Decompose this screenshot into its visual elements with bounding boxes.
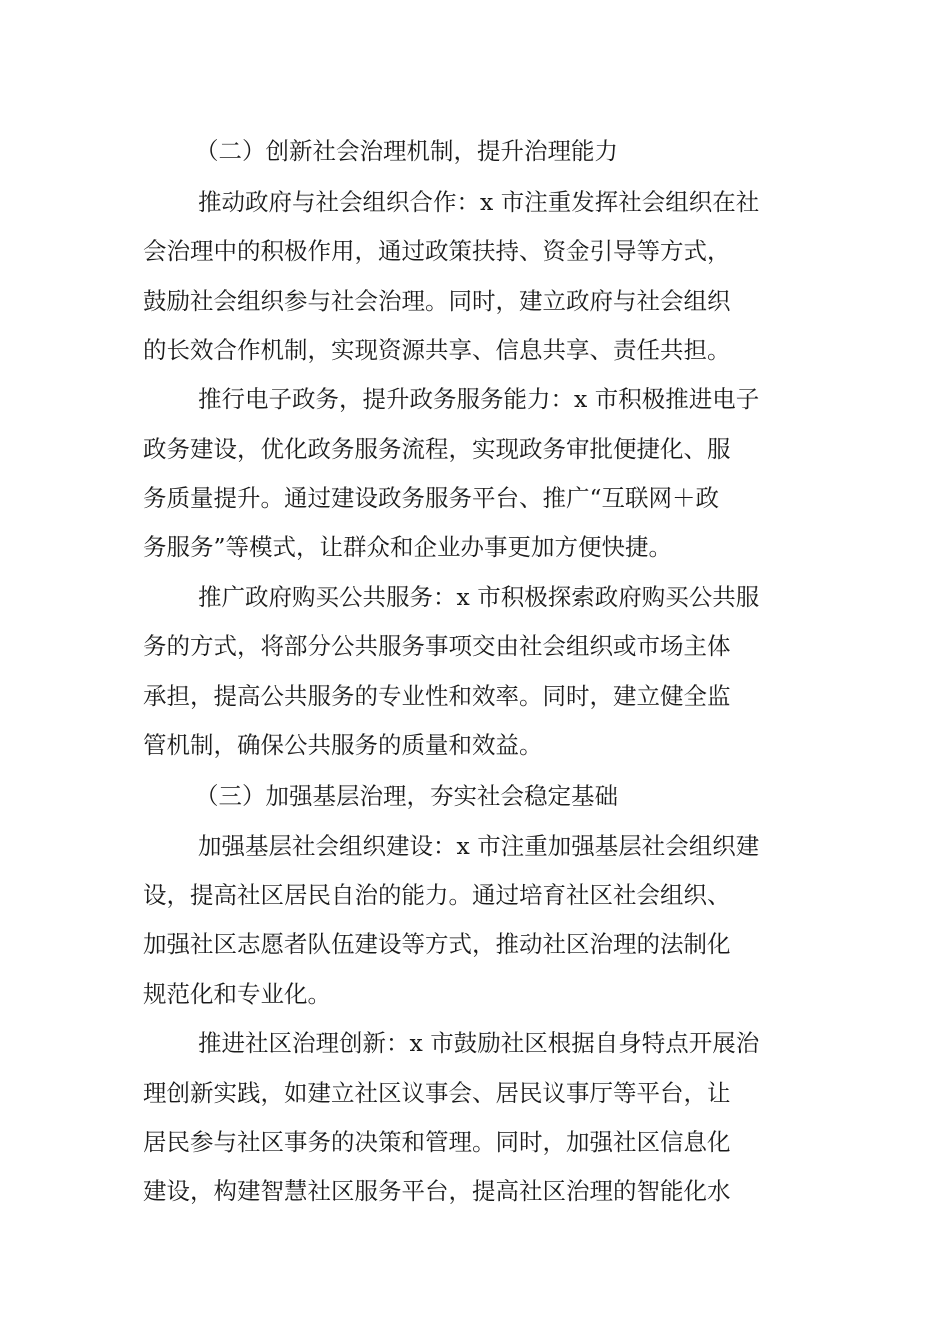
paragraph-line: 会治理中的积极作用，通过政策扶持、资金引导等方式，: [143, 237, 731, 265]
paragraph-line: 的长效合作机制，实现资源共享、信息共享、责任共担。: [143, 336, 731, 364]
paragraph-line: 建设，构建智慧社区服务平台，提高社区治理的智能化水: [143, 1177, 731, 1205]
paragraph-line: 务质量提升。通过建设政务服务平台、推广“互联网＋政: [143, 484, 720, 512]
paragraph-line: 推行电子政务，提升政务服务能力：x 市积极推进电子: [198, 385, 760, 413]
section-heading: （三）加强基层治理，夯实社会稳定基础: [195, 782, 618, 810]
paragraph-line: 管机制，确保公共服务的质量和效益。: [143, 731, 543, 759]
paragraph-line: 承担，提高公共服务的专业性和效率。同时，建立健全监: [143, 682, 731, 710]
paragraph-line: 推广政府购买公共服务：x 市积极探索政府购买公共服: [198, 583, 760, 611]
paragraph-line: 设，提高社区居民自治的能力。通过培育社区社会组织、: [143, 881, 731, 909]
paragraph-line: 鼓励社会组织参与社会治理。同时，建立政府与社会组织: [143, 287, 731, 315]
paragraph-line: 加强基层社会组织建设：x 市注重加强基层社会组织建: [198, 832, 760, 860]
paragraph-line: 推进社区治理创新：x 市鼓励社区根据自身特点开展治: [198, 1029, 760, 1057]
paragraph-line: 规范化和专业化。: [143, 980, 331, 1008]
paragraph-line: 加强社区志愿者队伍建设等方式，推动社区治理的法制化: [143, 930, 731, 958]
paragraph-line: 推动政府与社会组织合作：x 市注重发挥社会组织在社: [198, 188, 760, 216]
paragraph-line: 居民参与社区事务的决策和管理。同时，加强社区信息化: [143, 1128, 731, 1156]
paragraph-line: 政务建设，优化政务服务流程，实现政务审批便捷化、服: [143, 435, 731, 463]
paragraph-line: 务的方式，将部分公共服务事项交由社会组织或市场主体: [143, 632, 731, 660]
paragraph-line: 务服务”等模式，让群众和企业办事更加方便快捷。: [143, 533, 673, 561]
section-heading: （二）创新社会治理机制，提升治理能力: [195, 137, 618, 165]
paragraph-line: 理创新实践，如建立社区议事会、居民议事厅等平台，让: [143, 1079, 731, 1107]
